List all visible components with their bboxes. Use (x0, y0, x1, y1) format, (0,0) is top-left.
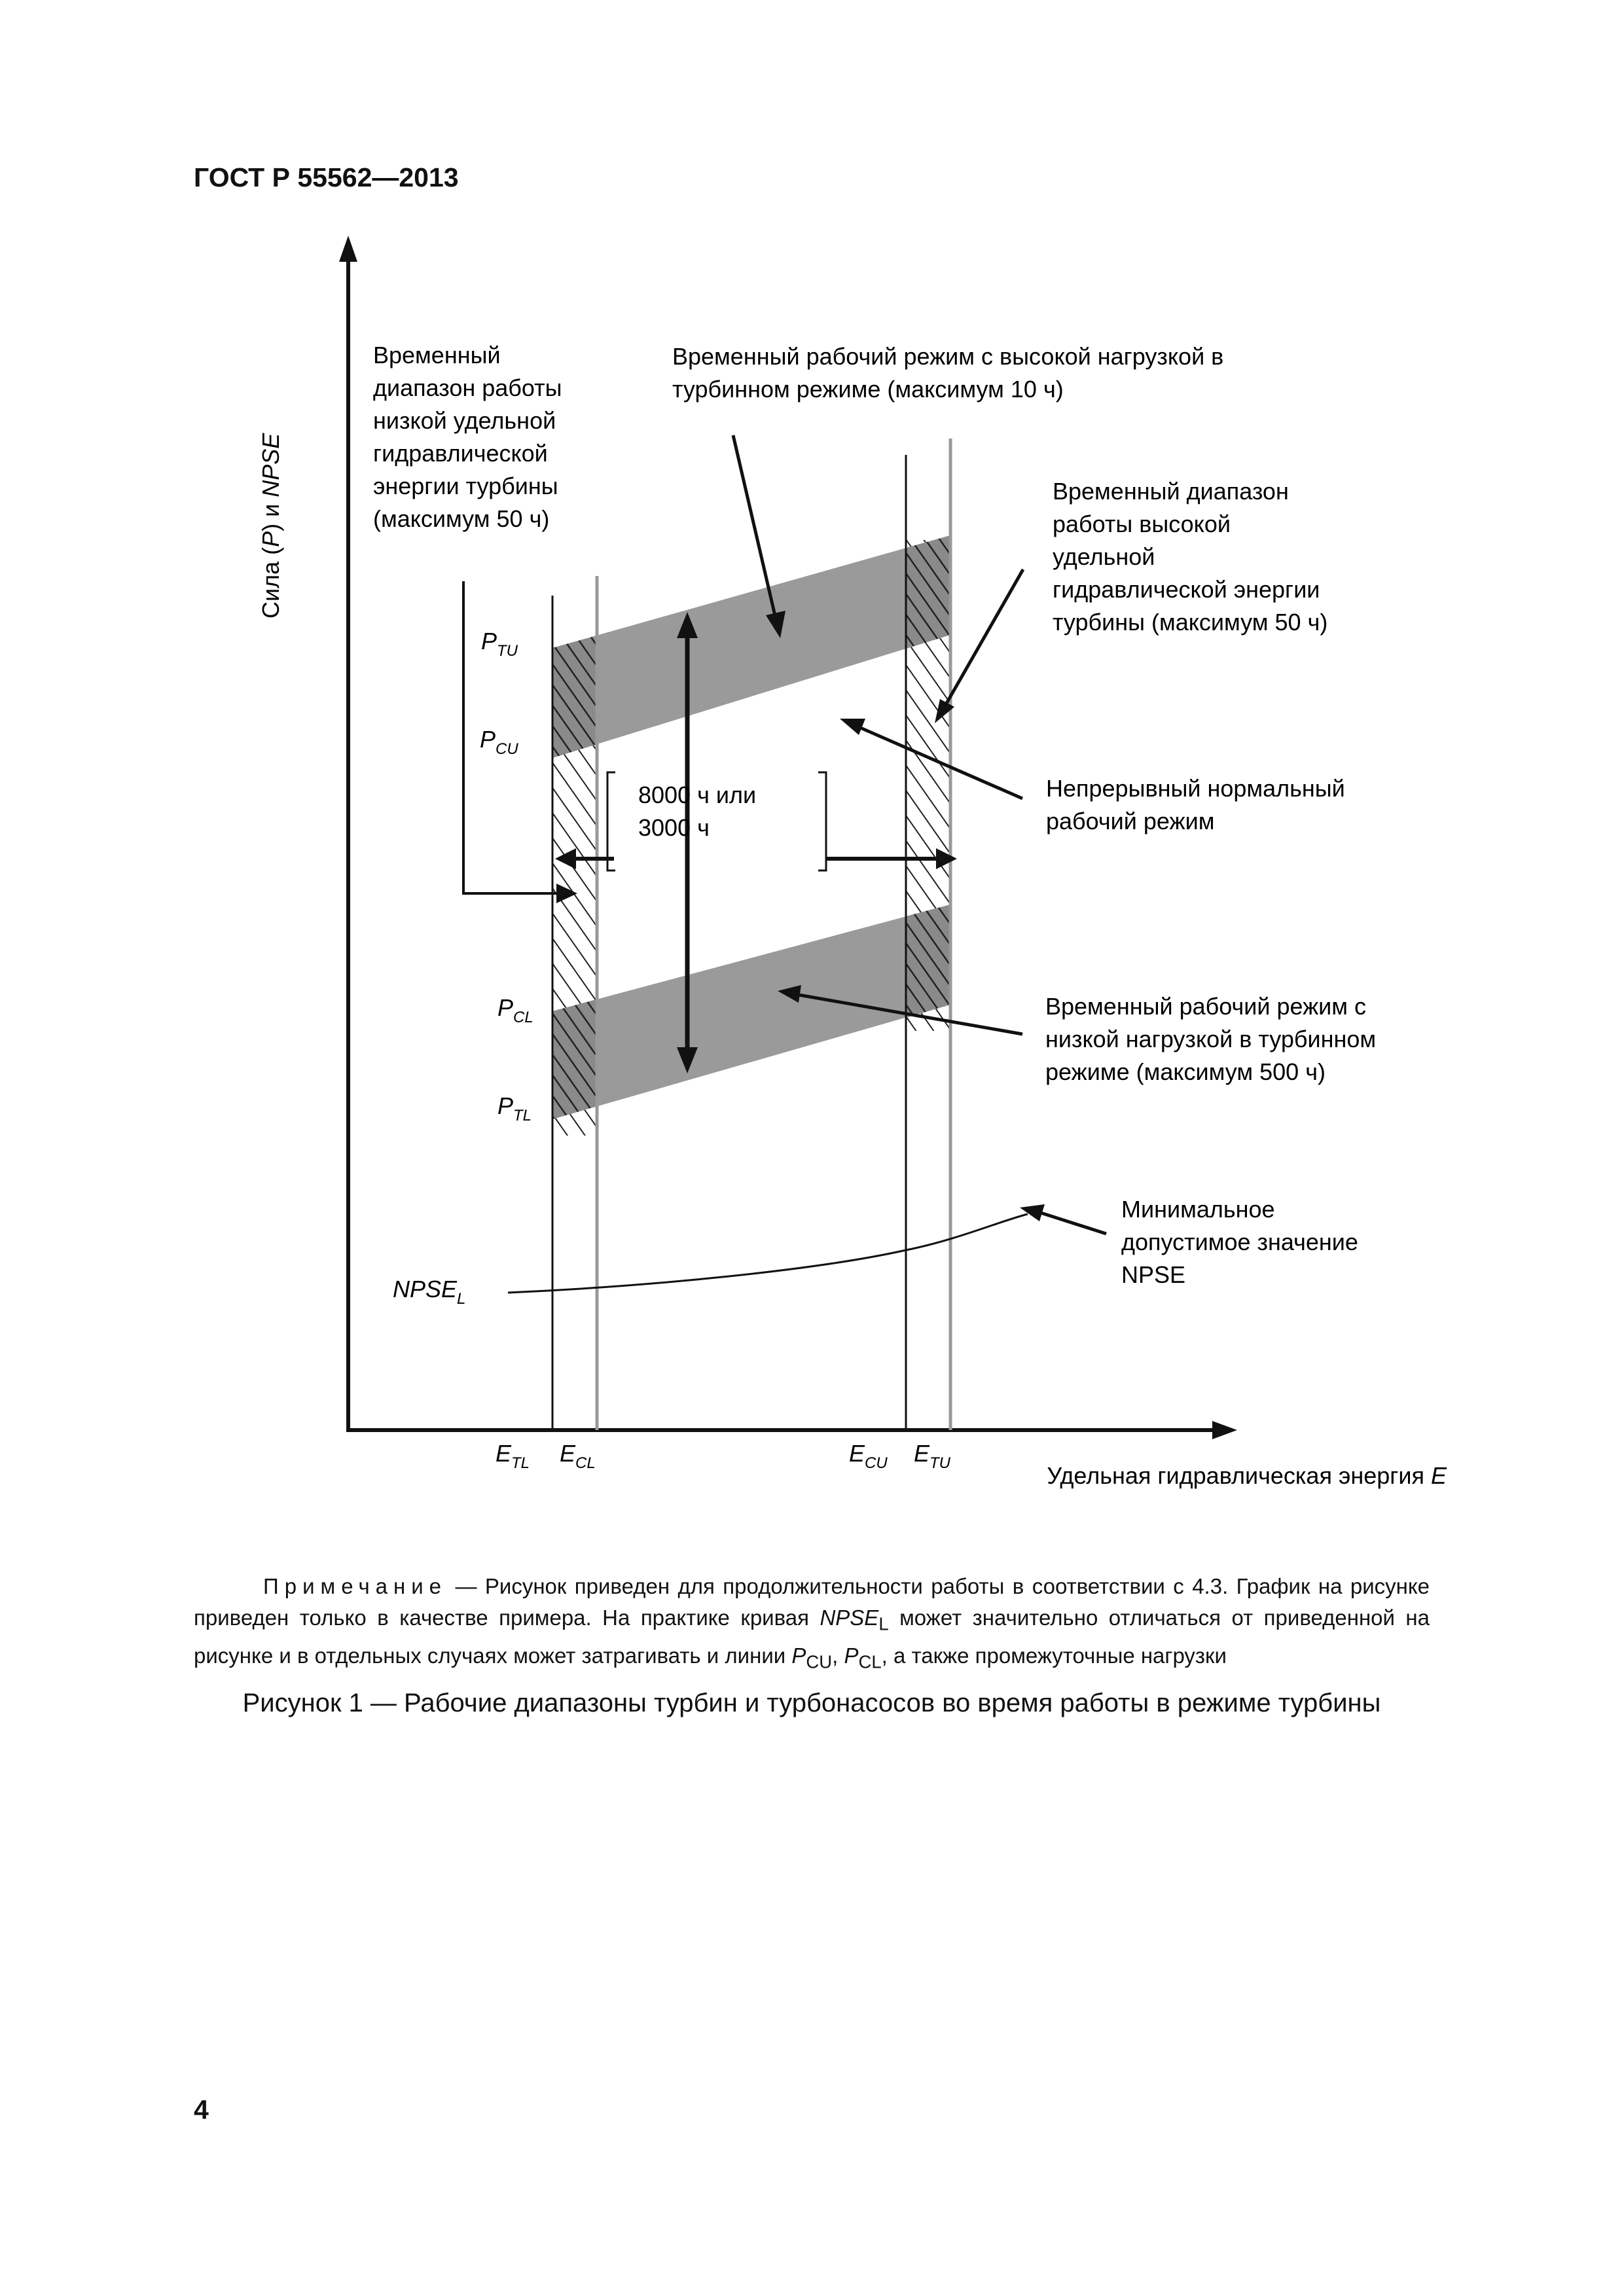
pcu-label: $P_{CU}$ (480, 726, 518, 758)
high-energy-annotation: Временный диапазон работы высокой удельной гидравлической энергии турбины (максимум 50 ч) (1053, 478, 1328, 636)
low-energy-pointer-line (463, 581, 563, 893)
low-energy-annotation: Временный диапазон работы низкой удельной гидравлической энергии турбины (максимум 50 ч) (373, 342, 562, 532)
y-axis-label: Сила (P) и NPSE (257, 433, 284, 619)
right-bracket (818, 772, 826, 870)
ecu-label: $E_{CU}$ (849, 1440, 888, 1472)
low-load-hatched-left (552, 999, 597, 1119)
pcl-label: $P_{CL}$ (497, 994, 533, 1026)
min-npse-pointer-head-icon (1020, 1204, 1045, 1221)
continuous-annotation: Непрерывный нормальный рабочий режим (1046, 775, 1345, 834)
ptu-label: $P_{TU}$ (481, 628, 518, 660)
continuous-pointer-head-icon (840, 719, 865, 735)
low-load-annotation: Временный рабочий режим с низкой нагрузкой в турбинном режиме (максимум 500 ч) (1045, 993, 1377, 1085)
note-label: Примечание (263, 1574, 448, 1598)
hours-annotation: 8000 ч или 3000 ч (638, 781, 757, 841)
y-axis-arrow-icon (339, 236, 357, 262)
min-npse-annotation: Минимальное допустимое значение NPSE (1121, 1196, 1358, 1288)
figure-note: Примечание — Рисунок приведен для продолжительности работы в соответствии с 4.3. График на рисунке приведен только в качестве примера. На практике кривая $NPSE_L$ может значительно отличаться от приведенной на рисунке и в отдельных случаях может затрагивать и линии $P_{CU}$, $P_{CL}$, а также промежуточные нагрузки (194, 1574, 1430, 1672)
etu-label: $E_{TU}$ (914, 1440, 951, 1472)
high-load-band (552, 535, 950, 758)
x-axis-arrow-icon (1212, 1421, 1237, 1439)
ecl-label: $E_{CL}$ (560, 1440, 596, 1472)
x-axis-label: Удельная гидравлическая энергия E (1047, 1462, 1447, 1489)
figure-caption: Рисунок 1 — Рабочие диапазоны турбин и турбонасосов во время работы в режиме турбины (242, 1689, 1381, 1717)
standard-header: ГОСТ Р 55562—2013 (194, 162, 459, 192)
high-load-annotation: Временный рабочий режим с высокой нагрузкой в турбинном режиме (максимум 10 ч) (672, 343, 1224, 403)
etl-label: $E_{TL}$ (496, 1440, 530, 1472)
page-number: 4 (194, 2094, 209, 2125)
min-npse-pointer (1041, 1213, 1106, 1234)
ptl-label: $P_{TL}$ (497, 1092, 532, 1124)
low-load-hatched-right (906, 905, 950, 1018)
high-energy-pointer (943, 569, 1023, 710)
high-load-hatched-left (552, 636, 597, 758)
npsel-label: $NPSE_L$ (393, 1276, 466, 1308)
high-load-hatched-right (906, 535, 950, 649)
